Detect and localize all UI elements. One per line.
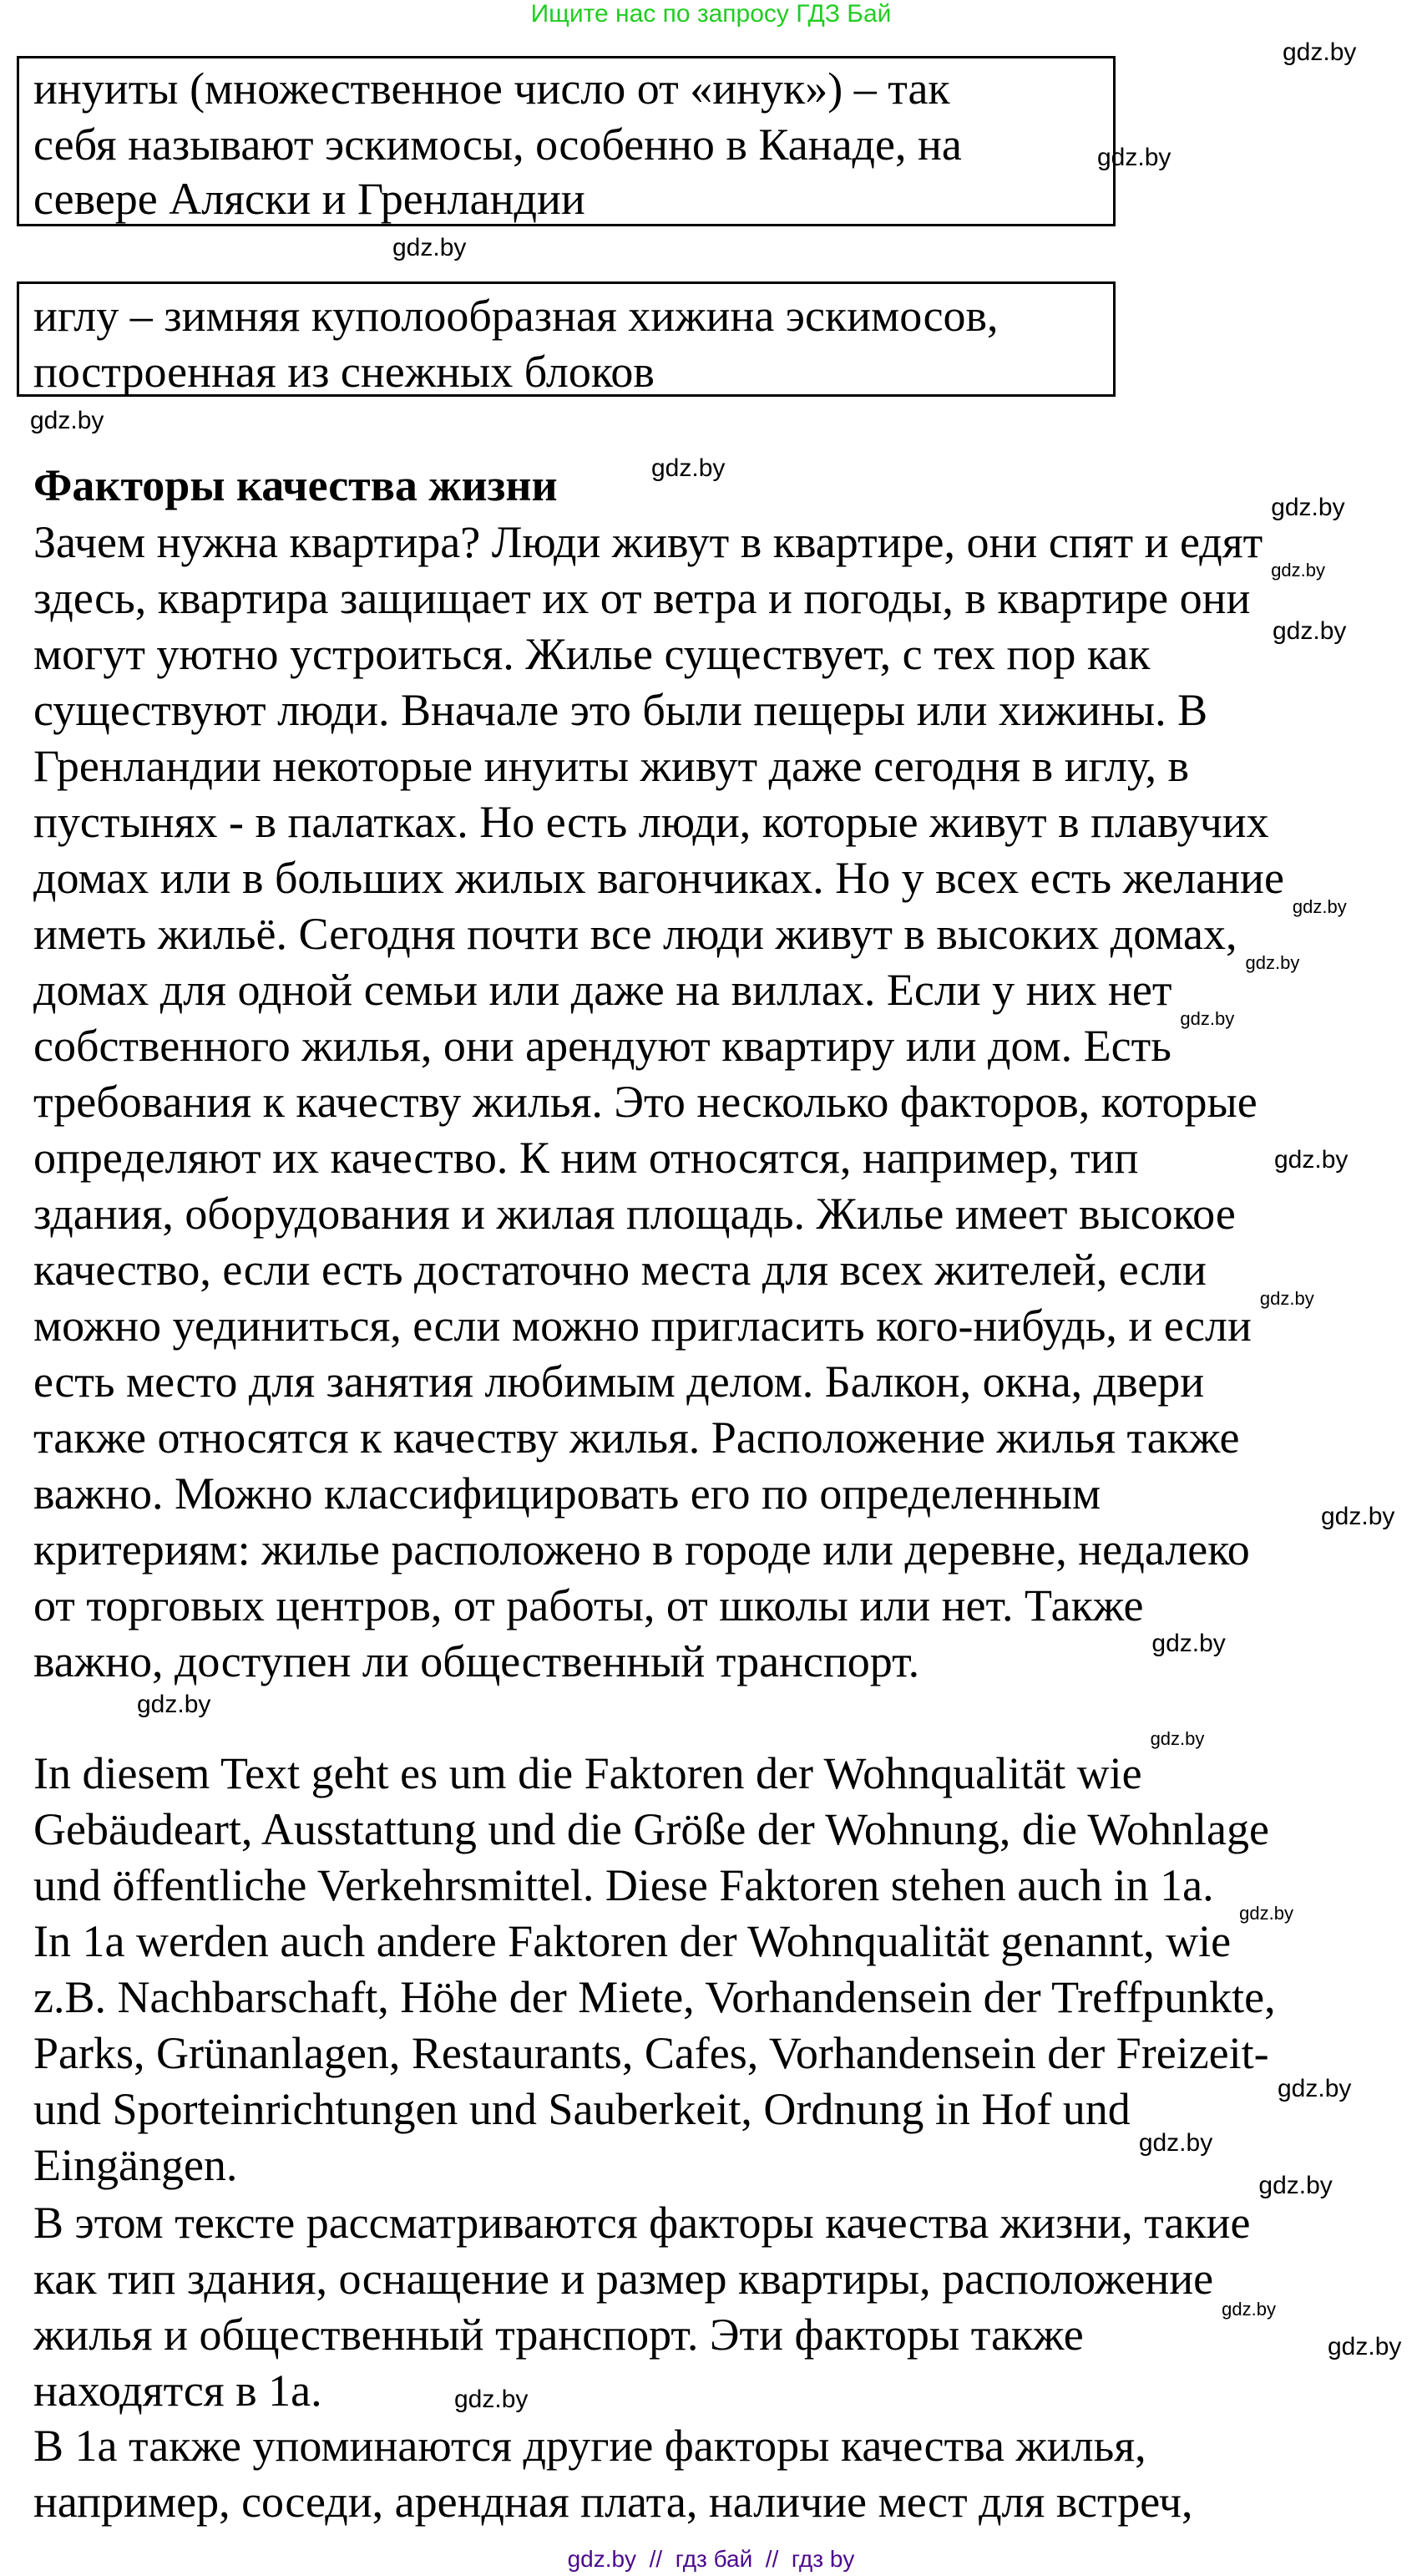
text-line: В 1а также упоминаются другие факторы качества жилья, bbox=[33, 2421, 1146, 2471]
watermark: gdz.by bbox=[1283, 38, 1357, 66]
watermark: gdz.by bbox=[1271, 494, 1345, 521]
text-line: требования к качеству жилья. Это несколько факторов, которые bbox=[33, 1077, 1258, 1127]
text-line: как тип здания, оснащение и размер квартиры, расположение bbox=[33, 2254, 1214, 2304]
watermark: gdz.by bbox=[1180, 1008, 1235, 1029]
text-line: In diesem Text geht es um die Faktoren der Wohnqualität wie bbox=[33, 1748, 1142, 1798]
watermark: gdz.by bbox=[1292, 896, 1347, 917]
watermark: gdz.by bbox=[1150, 1728, 1205, 1749]
watermark: gdz.by bbox=[1097, 144, 1172, 171]
watermark: gdz.by bbox=[30, 407, 104, 434]
text-line: В этом тексте рассматриваются факторы качества жизни, такие bbox=[33, 2198, 1251, 2248]
section-heading: Факторы качества жизни bbox=[33, 460, 558, 510]
text-line: могут уютно устроиться. Жилье существует, с тех пор как bbox=[33, 629, 1151, 679]
text-line: критериям: жилье расположено в городе или деревне, недалеко bbox=[33, 1524, 1250, 1575]
watermark: gdz.by bbox=[651, 454, 726, 482]
watermark: gdz.by bbox=[1138, 2129, 1213, 2157]
text-line: можно уединиться, если можно пригласить кого-нибудь, и если bbox=[33, 1301, 1252, 1351]
text-line: Eingängen. bbox=[33, 2140, 238, 2190]
watermark: gdz.by bbox=[1271, 560, 1326, 581]
text-line: домах для одной семьи или даже на виллах. Если у них нет bbox=[33, 965, 1172, 1015]
watermark: gdz.by bbox=[392, 234, 467, 261]
text-line: важно. Можно классифицировать его по определенным bbox=[33, 1468, 1101, 1519]
text-line: Parks, Grünanlagen, Restaurants, Cafes, Vorhandensein der Freizeit- bbox=[33, 2028, 1269, 2078]
text-line: находятся в 1а. bbox=[33, 2366, 322, 2416]
footer-text: gdz.by // гдз бай // гдз by bbox=[567, 2546, 855, 2572]
text-line: z.B. Nachbarschaft, Höhe der Miete, Vorhandensein der Treffpunkte, bbox=[33, 1972, 1276, 2022]
watermark: gdz.by bbox=[1151, 1630, 1226, 1657]
text-line: Gebäudeart, Ausstattung und die Größe der Wohnung, die Wohnlage bbox=[33, 1804, 1269, 1854]
text-line: например, соседи, арендная плата, наличие мест для встреч, bbox=[33, 2477, 1193, 2527]
text-line: домах или в больших жилых вагончиках. Но у всех есть желание bbox=[33, 853, 1284, 903]
text-line: собственного жилья, они арендуют квартиру или дом. Есть bbox=[33, 1021, 1172, 1071]
text-line: иметь жильё. Сегодня почти все люди живут в высоких домах, bbox=[33, 909, 1237, 959]
text-line: качество, если есть достаточно места для всех жителей, если bbox=[33, 1245, 1207, 1295]
watermark: gdz.by bbox=[1278, 2075, 1352, 2102]
text-line: пустынях - в палатках. Но есть люди, которые живут в плавучих bbox=[33, 797, 1269, 847]
text-line: In 1a werden auch andere Faktoren der Wohnqualität genannt, wie bbox=[33, 1916, 1232, 1966]
watermark: gdz.by bbox=[1239, 1903, 1293, 1924]
watermark: gdz.by bbox=[454, 2386, 529, 2413]
text-line: есть место для занятия любимым делом. Балкон, окна, двери bbox=[33, 1356, 1205, 1407]
definition-line: иглу – зимняя куполообразная хижина эскимосов, bbox=[33, 291, 999, 341]
watermark: gdz.by bbox=[137, 1691, 211, 1718]
text-line: Гренландии некоторые инуиты живут даже сегодня в иглу, в bbox=[33, 741, 1189, 791]
watermark: gdz.by bbox=[1274, 1146, 1349, 1174]
watermark: gdz.by bbox=[1258, 2172, 1333, 2199]
text-line: определяют их качество. К ним относятся, например, тип bbox=[33, 1133, 1139, 1183]
text-line: от торговых центров, от работы, от школы или нет. Также bbox=[33, 1580, 1144, 1630]
definition-line: инуиты (множественное число от «инук») – так bbox=[33, 63, 950, 114]
watermark: gdz.by bbox=[1321, 1503, 1395, 1530]
text-line: здесь, квартира защищает их от ветра и погоды, в квартире они bbox=[33, 573, 1251, 623]
definition-line: себя называют эскимосы, особенно в Канаде, на bbox=[33, 119, 962, 170]
search-banner: Ищите нас по запросу ГДЗ Бай bbox=[530, 0, 892, 28]
text-line: существуют люди. Вначале это были пещеры или хижины. В bbox=[33, 685, 1208, 735]
text-line: важно, доступен ли общественный транспорт. bbox=[33, 1636, 920, 1686]
text-line: Зачем нужна квартира? Люди живут в квартире, они спят и едят bbox=[33, 517, 1263, 567]
definition-line: севере Аляски и Гренландии bbox=[33, 174, 585, 224]
text-line: также относятся к качеству жилья. Расположение жилья также bbox=[33, 1412, 1240, 1463]
text-line: und öffentliche Verkehrsmittel. Diese Faktoren stehen auch in 1a. bbox=[33, 1860, 1214, 1910]
definition-line: построенная из снежных блоков bbox=[33, 347, 655, 397]
text-line: жилья и общественный транспорт. Эти факторы также bbox=[33, 2310, 1084, 2360]
watermark: gdz.by bbox=[1245, 952, 1300, 973]
footer-watermark bbox=[0, 2545, 1422, 2573]
watermark: gdz.by bbox=[1273, 617, 1347, 645]
watermark: gdz.by bbox=[1328, 2333, 1402, 2360]
text-line: здания, оборудования и жилая площадь. Жилье имеет высокое bbox=[33, 1189, 1236, 1239]
text-line: und Sporteinrichtungen und Sauberkeit, Ordnung in Hof und bbox=[33, 2084, 1131, 2134]
watermark: gdz.by bbox=[1222, 2299, 1276, 2320]
watermark: gdz.by bbox=[1259, 1288, 1314, 1309]
